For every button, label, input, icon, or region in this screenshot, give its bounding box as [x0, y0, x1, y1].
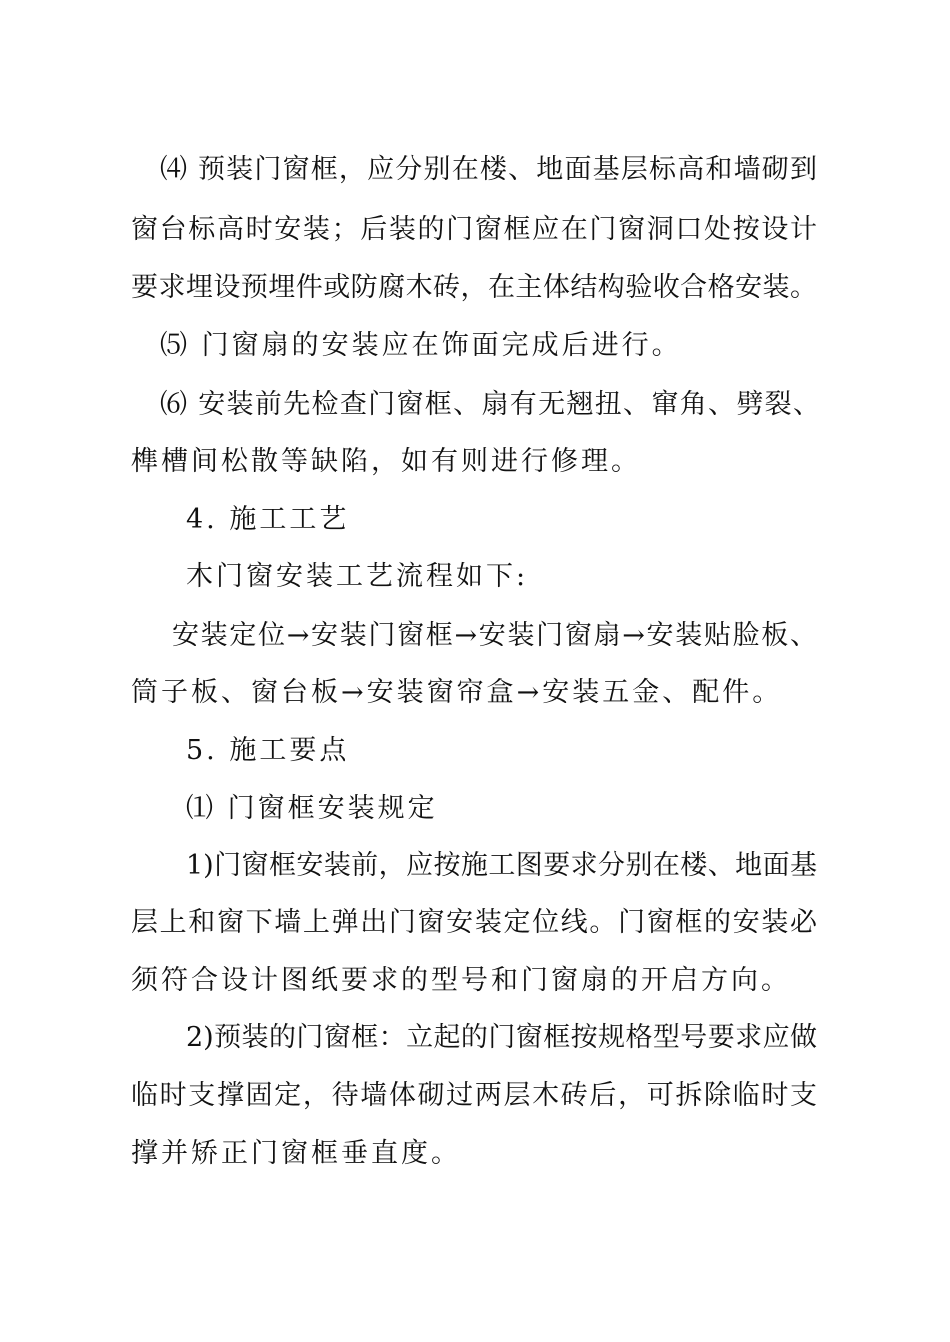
text-line: 窗台标高时安装；后装的门窗框应在门窗洞口处按设计 — [131, 214, 817, 245]
text-line: 筒子板、窗台板→安装窗帘盒→安装五金、配件。 — [131, 677, 783, 708]
text-line: 2)预装的门窗框：立起的门窗框按规格型号要求应做 — [186, 1022, 817, 1053]
text-line: ⑸ 门窗扇的安装应在饰面完成后进行。 — [160, 330, 682, 361]
text-line: 安装定位→安装门窗框→安装门窗扇→安装贴脸板、 — [172, 620, 817, 651]
text-line: 临时支撑固定，待墙体砌过两层木砖后，可拆除临时支 — [131, 1080, 817, 1111]
text-line: 1)门窗框安装前，应按施工图要求分别在楼、地面基 — [186, 850, 817, 881]
subsection-heading: ⑴ 门窗框安装规定 — [186, 793, 438, 824]
text-line: 榫槽间松散等缺陷，如有则进行修理。 — [131, 446, 641, 477]
text-line: ⑷ 预装门窗框，应分别在楼、地面基层标高和墙砌到 — [160, 154, 817, 185]
text-line: 撑并矫正门窗框垂直度。 — [131, 1138, 461, 1169]
section-heading: 5. 施工要点 — [186, 735, 350, 766]
section-heading: 4. 施工工艺 — [186, 504, 350, 535]
text-line: 木门窗安装工艺流程如下: — [186, 561, 529, 592]
text-line: 须符合设计图纸要求的型号和门窗扇的开启方向。 — [131, 965, 791, 996]
text-line: 层上和窗下墙上弹出门窗安装定位线。门窗框的安装必 — [131, 907, 817, 938]
text-line: ⑹ 安装前先检查门窗框、扇有无翘扭、窜角、劈裂、 — [160, 389, 820, 420]
text-line: 要求埋设预埋件或防腐木砖，在主体结构验收合格安装。 — [131, 272, 817, 303]
